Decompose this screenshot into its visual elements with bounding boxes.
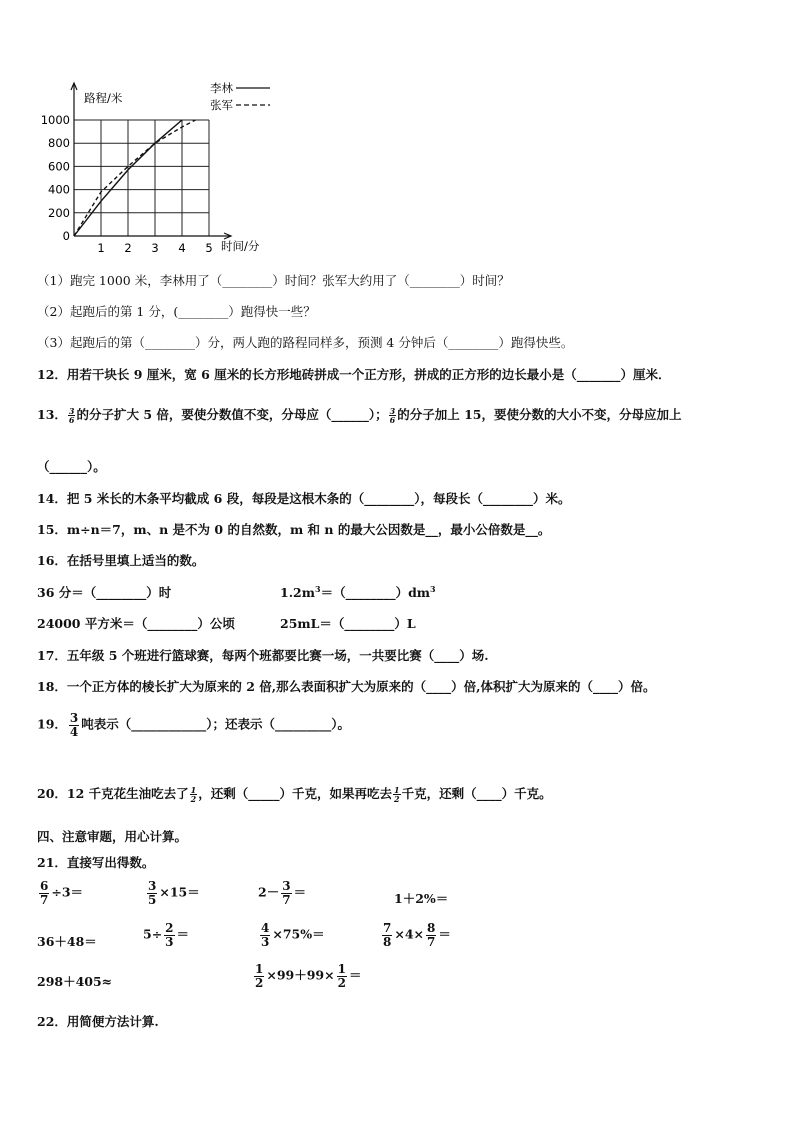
x-tick-label: 2 [124,241,132,255]
y-tick-label: 600 [48,159,70,174]
question-13 [37,405,681,424]
q21-expr-2: $\frac{3}{5}$ ×15＝ [148,879,200,907]
q13-part2: 的分子加上 15，要使分数的大小不变，分母应加上 [397,407,682,422]
y-tick-label: 400 [48,182,70,197]
chart-legend [210,81,270,112]
legend-label: 张军 [210,98,233,112]
q16-item-c: 24000 平方米＝（________）公顷 [37,616,235,631]
q13-number: 13． [37,407,67,422]
x-tick-label: 4 [178,241,186,255]
q21-expr-9: 298＋405≈ [37,974,113,989]
q16-item-b: $1.2m^3=(\_\_\_\_\_\_\_\_)dm^3$ [280,583,436,600]
q16-item-d: 25mL＝（________）L [280,616,416,631]
chart-axes [71,83,231,239]
y-tick-label: 1000 [40,113,70,127]
y-tick-label: 800 [48,136,70,151]
q11-part3: （3）起跑后的第（________）分，两人跑的路程同样多，预测 4 分钟后（________）跑得快些。 [37,335,574,350]
q21-expr-1: $\frac{6}{7}$ ÷3＝ [40,879,84,907]
x-tick-label: 5 [205,241,213,255]
chart-series [74,120,196,236]
q11-part1: （1）跑完 1000 米，李林用了（________）时间？张军大约用了（________）时间？ [37,273,510,288]
series-line-dashed [74,120,196,236]
q16-item-a: 36 分＝（________）时 [37,585,172,600]
q19-fraction: $\frac{3}{4}$ [69,711,79,739]
y-axis-label: 路程/米 [84,91,123,105]
q21-expr-6: 5÷ $\frac{2}{3}$ ＝ [143,921,190,949]
x-axis-label: 时间/分 [221,239,260,253]
x-tick-label: 1 [97,241,105,255]
question-12: 12．用若干块长 9 厘米，宽 6 厘米的长方形地砖拼成一个正方形，拼成的正方形的边长最小是（_______）厘米． [37,367,671,382]
q13-part1: 的分子扩大 5 倍，要使分数值不变，分母应（______）； [76,407,388,422]
q20-fraction-2: $\frac{1}{2}$ [394,784,400,804]
q13-fraction-2: $\frac{3}{6}$ [389,405,396,425]
x-tick-label: 3 [151,241,159,255]
q21-expr-5: 36＋48＝ [37,934,97,949]
q21-expr-4: 1＋2%＝ [394,891,449,906]
question-20: 20．12 千克花生油吃去了 $\frac{1}{2}$ ，还剩（_____）千克，如果再吃去 $\frac{1}{2}$ 千克，还剩（____）千克。 [37,784,552,804]
chart-grid [74,120,209,236]
q21-expr-10: $\frac{1}{2}$ ×99＋99× $\frac{1}{2}$ ＝ [255,962,362,990]
question-17: 17．五年级 5 个班进行篮球赛，每两个班都要比赛一场，一共要比赛（____）场. [37,648,489,663]
legend-label: 李林 [210,81,233,95]
question-22: 22．用简便方法计算. [37,1014,159,1029]
question-14: 14．把 5 米长的木条平均截成 6 段，每段是这根木条的（________），每段长（________）米。 [37,491,571,506]
question-18: 18．一个正方体的棱长扩大为原来的 2 倍,那么表面积扩大为原来的（____）倍,体积扩大为原来的（____）倍。 [37,679,656,694]
question-21-title: 21．直接写出得数。 [37,855,155,870]
question-16-title: 16．在括号里填上适当的数。 [37,553,205,568]
q11-part2: （2）起跑后的第 1 分，(________）跑得快一些？ [37,304,316,319]
distance-time-chart [30,78,290,258]
q21-expr-7: $\frac{4}{3}$ ×75%＝ [261,921,325,949]
question-15: 15．m÷n＝7，m、n 是不为 0 的自然数，m 和 n 的最大公因数是__，最小公倍数是__。 [37,522,551,537]
section-4-heading: 四、注意审题，用心计算。 [37,829,188,844]
q21-expr-8: $\frac{7}{8}$ ×4× $\frac{8}{7}$ ＝ [383,921,451,949]
q21-expr-3: 2－ $\frac{3}{7}$ ＝ [258,879,307,907]
y-tick-label: 0 [62,229,70,243]
q13-line2: （______）。 [37,459,106,474]
y-tick-label: 200 [48,205,70,220]
q13-fraction: $\frac{3}{6}$ [68,405,75,425]
question-19: 19． $\frac{3}{4}$ 吨表示（____________）；还表示（_________）。 [37,711,351,739]
q20-fraction: $\frac{1}{2}$ [190,784,197,804]
